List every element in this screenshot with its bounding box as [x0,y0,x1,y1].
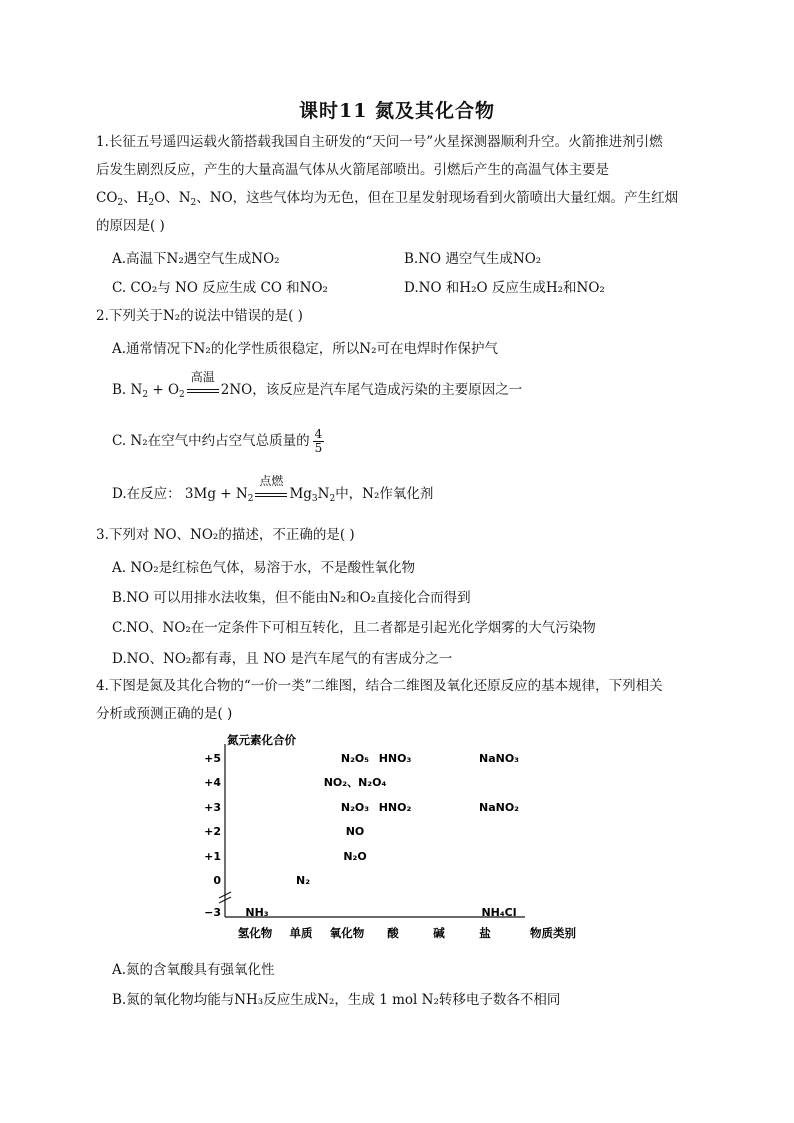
q3-option-d[interactable]: D.NO、NO₂都有毒，且 NO 是汽车尾气的有害成分之一 [112,651,453,667]
y-tick-label: +2 [204,825,221,838]
q4-stem-line1: 4.下图是氮及其化合物的“一价一类”二维图，结合二维图及氧化还原反应的基本规律，下列相关 [96,678,663,694]
q1-stem-line1: 1.长征五号遥四运载火箭搭载我国自主研发的“天问一号”火星探测器顺利升空。火箭推进剂引燃 [96,134,663,150]
chart-point-label: NH₄Cl [481,906,517,919]
q2-option-d-tail: 中，N₂作氧化剂 [335,486,434,502]
q2-option-a[interactable]: A.通常情况下N₂的化学性质很稳定，所以N₂可在电焊时作保护气 [112,341,498,357]
chart-point-label: N₂ [295,874,311,887]
q4-option-b[interactable]: B.氮的氧化物均能与NH₃反应生成N₂，生成 1 mol N₂转移电子数各不相同 [112,992,561,1008]
chart-point-label: NO₂、N₂O₄ [323,776,387,789]
q2-option-c-fraction [313,428,325,455]
q3-option-a[interactable]: A. NO₂是红棕色气体，易溶于水，不是酸性氧化物 [112,560,416,576]
x-category-label: 氢化物 [237,926,273,940]
valence-category-chart [195,732,615,952]
q1-option-c[interactable]: C. CO₂与 NO 反应生成 CO 和NO₂ [112,280,328,296]
q3-option-c[interactable]: C.NO、NO₂在一定条件下可相互转化，且二者都是引起光化学烟雾的大气污染物 [112,620,596,636]
y-tick-label: 0 [213,874,221,887]
chart-marks [245,752,519,919]
q2-option-d-head: D.在反应： [112,486,181,502]
x-category-label: 酸 [387,926,399,940]
y-tick-label: +4 [204,776,221,789]
fraction-numerator: 4 [314,427,323,441]
q2-option-b-condition: 高温 [190,369,215,384]
x-category-label: 氧化物 [329,926,365,940]
q1-stem-line4: 的原因是( ) [96,218,165,234]
q2-option-b-tail: ，该反应是汽车尾气造成污染的主要原因之一 [252,382,523,398]
q4-option-a[interactable]: A.氮的含氧酸具有强氧化性 [112,962,275,978]
q4-stem-line2: 分析或预测正确的是( ) [96,706,233,722]
q2-option-c-text: C. N₂在空气中约占空气总质量的 [112,433,310,449]
x-category-label: 单质 [289,926,313,940]
chart-point-label: N₂O₅ [340,752,370,765]
y-axis-label: 氮元素化合价 [227,733,296,747]
y-tick-label: +3 [204,801,221,814]
chart-point-label: NH₃ [245,906,269,919]
q1-stem-line3-tail: ，这些气体均为无色，但在卫星发射现场看到火箭喷出大量红烟。产生红烟 [232,190,679,206]
q1-stem-line3: $CO_2$、$H_2O$、$N_2$、NO，这些气体均为无色，但在卫星发射现场看到火箭喷出大量红烟。产生红烟 [96,190,679,208]
chart-point-label: HNO₂ [378,801,412,814]
q1-option-a[interactable]: A.高温下N₂遇空气生成NO₂ [112,251,280,267]
chart-point-label: NaNO₃ [478,752,520,765]
y-tick-label: +5 [204,752,221,765]
chart-point-label: NaNO₂ [478,801,520,814]
q2-option-c[interactable] [112,428,324,455]
q2-option-b[interactable]: B. $N_2 + O_2$ 高温 2NO，该反应是汽车尾气造成污染的主要原因之一 [112,369,523,400]
q2-stem: 2.下列关于N₂的说法中错误的是( ) [96,308,303,324]
q2-option-d-condition: 点燃 [259,473,284,488]
q1-stem-line2: 后发生剧烈反应，产生的大量高温气体从火箭尾部喷出。引燃后产生的高温气体主要是 [96,162,609,178]
q2-option-d-reaction-arrow [255,473,287,503]
q2-option-b-reaction-arrow [187,369,219,399]
y-tick-label: −3 [204,906,221,919]
chart-point-label: HNO₃ [378,752,412,765]
page-title: 课时11 氮及其化合物 [298,100,496,122]
q1-option-d[interactable]: D.NO 和H₂O 反应生成H₂和NO₂ [404,280,605,296]
q1-option-b[interactable]: B.NO 遇空气生成NO₂ [404,251,542,267]
chart-point-label: NO [345,825,365,838]
x-category-label: 碱 [433,926,445,940]
y-tick-label: +1 [204,850,221,863]
q3-stem: 3.下列对 NO、NO₂的描述，不正确的是( ) [96,527,355,543]
chart-point-label: N₂O₃ [340,801,370,814]
x-category-label: 盐 [479,926,491,940]
fraction-denominator: 5 [314,441,323,455]
chart-point-label: N₂O [343,850,367,863]
x-axis-label: 物质类别 [530,926,576,940]
q2-option-d[interactable]: D.在反应： $3Mg + N_2$ 点燃 $Mg_3N_2$中，N₂作氧化剂 [112,473,434,504]
q3-option-b[interactable]: B.NO 可以用排水法收集，但不能由N₂和O₂直接化合而得到 [112,590,471,606]
